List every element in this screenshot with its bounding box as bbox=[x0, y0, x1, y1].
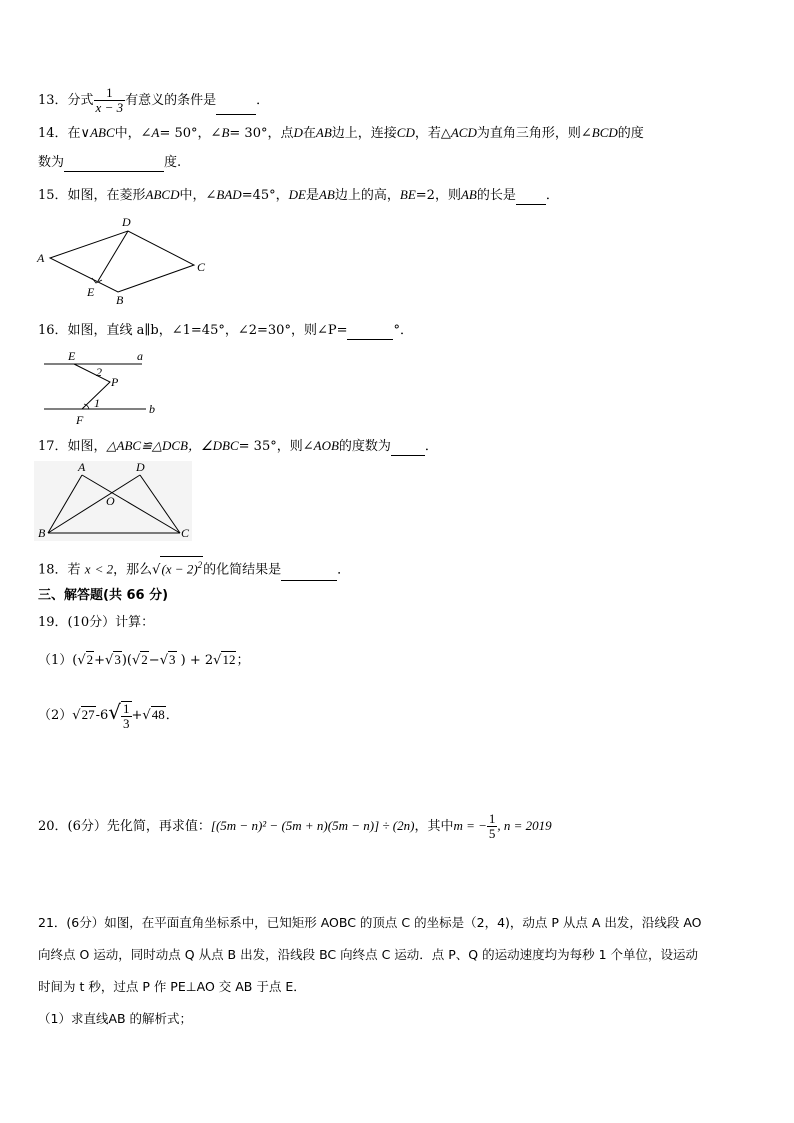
radical-sign: √ bbox=[159, 653, 168, 668]
q17-t6: ． bbox=[424, 439, 438, 454]
question-19-title: 19．(10分）计算： bbox=[38, 615, 155, 630]
q19-sqrt3-a: 3 bbox=[114, 652, 121, 667]
q15-answer-blank[interactable] bbox=[516, 190, 546, 205]
q20-frac bbox=[487, 812, 498, 841]
q14-t17: 的度 bbox=[617, 126, 644, 141]
q15-t4: BAD bbox=[216, 187, 242, 202]
q20-expression: [(5m − n)² − (5m + n)(5m − n)] ÷ (2n) bbox=[210, 818, 415, 833]
question-21-line3: 时间为 t 秒，过点 P 作 PE⊥AO 交 AB 于点 E． bbox=[38, 979, 306, 994]
radical-sign: √ bbox=[132, 653, 141, 668]
q16-end: °． bbox=[393, 323, 413, 338]
q14-t18: 数为 bbox=[38, 155, 65, 170]
q19-p1-t1: （1）( bbox=[38, 653, 78, 668]
label-b: B bbox=[38, 526, 46, 540]
q15-t6: DE bbox=[288, 187, 306, 202]
q15-t10: BE bbox=[399, 187, 416, 202]
right-angle-mark bbox=[92, 278, 102, 283]
q14-t1: 14．在∨ bbox=[38, 126, 91, 141]
label-a: A bbox=[37, 251, 45, 265]
q15-t14: ． bbox=[545, 188, 559, 203]
q16-answer-blank[interactable] bbox=[347, 325, 393, 340]
q20-frac-num: 1 bbox=[488, 811, 496, 826]
q19-sqrt12: 12 bbox=[222, 652, 236, 667]
q14-t16: BCD bbox=[591, 125, 618, 140]
q19-sqrt2-b: 2 bbox=[141, 652, 148, 667]
q14-t19: 度. bbox=[164, 155, 182, 170]
question-16 bbox=[38, 322, 413, 340]
q14-t6: B bbox=[221, 125, 230, 140]
q14-t8: D bbox=[293, 125, 303, 140]
q14-t9: 在 bbox=[302, 126, 316, 141]
q19-sqrt27: 27 bbox=[81, 707, 95, 722]
q14-answer-blank[interactable] bbox=[64, 157, 164, 172]
q13-frac-num: 1 bbox=[94, 86, 126, 101]
question-15 bbox=[38, 186, 559, 205]
q19-p2-end: ． bbox=[165, 708, 179, 723]
q15-rhombus-figure bbox=[34, 214, 214, 310]
q18-t3: ，那么 bbox=[113, 562, 153, 578]
q16-parallel-lines-figure bbox=[38, 346, 168, 428]
q14-t14: ACD bbox=[450, 125, 477, 140]
q17-t5: 的度数为 bbox=[338, 439, 391, 454]
q13-fraction bbox=[94, 86, 126, 115]
label-o: O bbox=[106, 494, 115, 508]
question-14-line1 bbox=[38, 124, 644, 143]
q14-t5: = 50°，∠ bbox=[159, 126, 222, 141]
q14-t11: 边上，连接 bbox=[331, 126, 397, 141]
question-21-line1: 21．(6分）如图，在平面直角坐标系中，已知矩形 AOBC 的顶点 C 的坐标是（2，4)，动点 P 从点 A 出发，沿线段 AO bbox=[38, 915, 702, 930]
q15-t9: 边上的高， bbox=[334, 188, 400, 203]
q15-t3: 中，∠ bbox=[179, 188, 217, 203]
q14-t3: 中，∠ bbox=[114, 126, 152, 141]
q18-x: x bbox=[84, 561, 91, 577]
q19-p2-t1: （2） bbox=[38, 708, 73, 723]
q20-t1: 20．(6分）先化简，再求值： bbox=[38, 819, 211, 834]
q15-t12: AB bbox=[460, 187, 477, 202]
q17-answer-blank[interactable] bbox=[391, 441, 425, 456]
q19-p1-minus: − bbox=[148, 653, 160, 668]
altitude-de bbox=[98, 231, 128, 281]
q15-t8: AB bbox=[318, 187, 335, 202]
q19-sqrt2-a: 2 bbox=[86, 652, 94, 667]
q19-p2-coef: -6 bbox=[95, 708, 109, 723]
q19-p1-plus: + bbox=[94, 653, 106, 668]
radical-sign: √ bbox=[72, 708, 81, 723]
q15-t13: 的长是 bbox=[476, 188, 516, 203]
q17-triangles-figure bbox=[34, 461, 192, 541]
radical-sign: √ bbox=[152, 562, 161, 578]
q15-t2: ABCD bbox=[145, 187, 180, 202]
question-14-line2 bbox=[38, 154, 181, 172]
label-d: D bbox=[122, 215, 131, 229]
q19-p1-t2: ) + 2 bbox=[176, 653, 214, 668]
q14-t15: 为直角三角形，则∠ bbox=[476, 126, 592, 141]
q19-p2-plus: + bbox=[131, 708, 143, 723]
label-a: A bbox=[78, 461, 86, 474]
q15-t1: 15．如图，在菱形 bbox=[38, 188, 146, 203]
q13-answer-blank[interactable] bbox=[216, 100, 256, 115]
q18-expr: (x − 2) bbox=[161, 561, 198, 577]
q14-t7: = 30°，点 bbox=[229, 126, 294, 141]
q18-t2: < 2 bbox=[94, 561, 114, 577]
q20-n-eq: , n = 2019 bbox=[497, 818, 552, 833]
radical-sign: √ bbox=[108, 700, 121, 724]
q17-t4: AOB bbox=[313, 438, 339, 453]
label-b: b bbox=[149, 402, 155, 416]
q17-t3: = 35°，则∠ bbox=[238, 439, 314, 454]
label-d: D bbox=[136, 461, 145, 474]
q15-t7: 是 bbox=[305, 188, 319, 203]
question-18 bbox=[38, 556, 350, 578]
q19-frac-den: 3 bbox=[123, 715, 130, 731]
question-17 bbox=[38, 437, 438, 456]
q14-t10: AB bbox=[315, 125, 332, 140]
question-20 bbox=[38, 810, 552, 842]
zigzag-epf bbox=[74, 364, 110, 409]
label-p: P bbox=[111, 375, 119, 389]
label-b: B bbox=[116, 293, 124, 307]
question-13 bbox=[38, 86, 269, 114]
label-e: E bbox=[68, 349, 76, 363]
q20-frac-den: 5 bbox=[488, 826, 496, 841]
q15-t5: =45°， bbox=[241, 188, 289, 203]
label-c: C bbox=[181, 526, 190, 540]
q18-t4: 的化简结果是 bbox=[203, 562, 282, 578]
q20-t2: ，其中 bbox=[414, 819, 454, 834]
q19-p1-end: ； bbox=[236, 653, 250, 668]
q14-t2: ABC bbox=[90, 125, 115, 140]
radical-sign: √ bbox=[213, 653, 222, 668]
q18-t5: ． bbox=[337, 562, 351, 578]
q14-t12: CD bbox=[396, 125, 415, 140]
label-angle-1: 1 bbox=[94, 396, 100, 410]
q18-radicand bbox=[160, 556, 203, 577]
q18-exponent: 2 bbox=[197, 560, 203, 570]
section-heading: 三、解答题(共 66 分) bbox=[38, 588, 169, 603]
q19-sqrt48: 48 bbox=[151, 707, 165, 722]
label-c: C bbox=[197, 260, 206, 274]
label-a: a bbox=[137, 349, 143, 363]
radical-sign: √ bbox=[105, 653, 114, 668]
q17-t2: △ABC≌△DCB，∠DBC bbox=[106, 438, 239, 453]
q19-frac-1-3 bbox=[121, 701, 132, 731]
label-e: E bbox=[87, 285, 95, 299]
label-f: F bbox=[76, 413, 84, 427]
q14-t13: ，若△ bbox=[414, 126, 451, 141]
q13-prefix: 13．分式 bbox=[38, 93, 94, 108]
q18-t1: 18．若 bbox=[38, 562, 81, 578]
q13-suffix: 有意义的条件是 bbox=[125, 93, 217, 108]
q19-p1-paren: )( bbox=[121, 653, 132, 668]
q19-sqrt3-b: 3 bbox=[169, 652, 176, 667]
question-19-part1 bbox=[38, 650, 249, 672]
q18-answer-blank[interactable] bbox=[281, 566, 337, 581]
q17-t1: 17．如图， bbox=[38, 439, 107, 454]
q15-t11: =2，则 bbox=[415, 188, 461, 203]
question-21-line4: （1）求直线AB 的解析式； bbox=[38, 1011, 193, 1026]
question-21-line2: 向终点 O 运动，同时动点 Q 从点 B 出发，沿线段 BC 向终点 C 运动．点 P、Q 的运动速度均为每秒 1 个单位，设运动 bbox=[38, 947, 699, 962]
radical-sign: √ bbox=[77, 653, 86, 668]
q13-end: ． bbox=[256, 93, 270, 108]
label-angle-2: 2 bbox=[96, 365, 102, 379]
q14-t4: A bbox=[151, 125, 160, 140]
q13-frac-den: x − 3 bbox=[95, 100, 124, 115]
q16-text: 16．如图，直线 a∥b，∠1=45°，∠2=30°，则∠P= bbox=[38, 323, 348, 338]
radical-sign: √ bbox=[142, 708, 151, 723]
q19-frac-num: 1 bbox=[123, 700, 130, 716]
question-19-part2 bbox=[38, 696, 179, 731]
q20-m-eq: m = − bbox=[453, 818, 487, 833]
